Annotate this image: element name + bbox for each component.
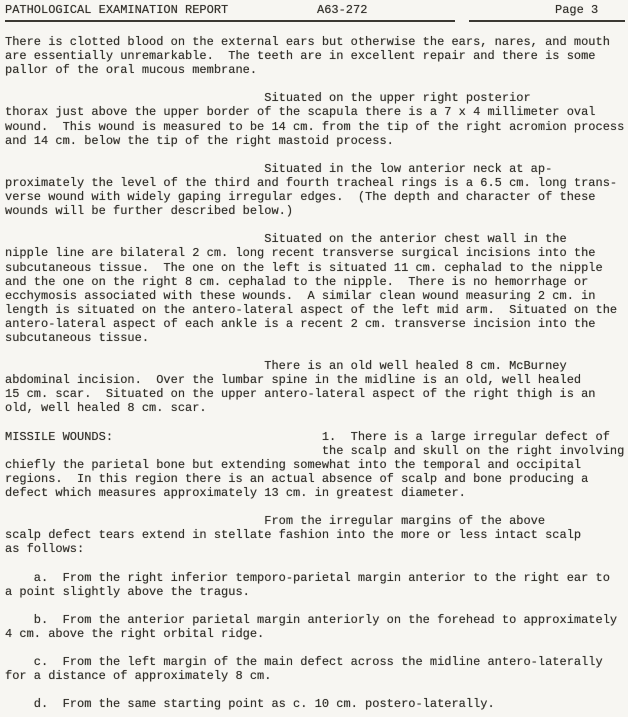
header-underline-right xyxy=(469,3,625,22)
text-line: c. From the left margin of the main defect across the midline antero-laterally xyxy=(5,655,603,670)
text-line: 4 cm. above the right orbital ridge. xyxy=(5,626,265,641)
text-line: scalp defect tears extend in stellate fashion into the more or less intact scalp xyxy=(5,528,582,543)
blank-line xyxy=(5,556,628,570)
text-line: for a distance of approximately 8 cm. xyxy=(5,669,272,684)
text-line: Situated on the upper right posterior xyxy=(5,91,531,106)
header-title: PATHOLOGICAL EXAMINATION REPORT xyxy=(5,3,229,17)
text-line: wound. This wound is measured to be 14 cm. from the tip of the right acromion process xyxy=(5,119,625,134)
text-line: the scalp and skull on the right involving xyxy=(5,443,625,458)
blank-line xyxy=(5,218,628,232)
text-line: pallor of the oral mucous membrane. xyxy=(5,63,258,78)
text-line: verse wound with widely gaping irregular edges. (The depth and character of these xyxy=(5,190,596,205)
text-line: and 14 cm. below the tip of the right mastoid process. xyxy=(5,133,394,148)
text-line: b. From the anterior parietal margin anteriorly on the forehead to approximately xyxy=(5,612,618,627)
text-line: proximately the level of the third and fourth tracheal rings is a 6.5 cm. long trans- xyxy=(5,175,618,190)
text-line: From the irregular margins of the above xyxy=(5,514,546,529)
header-case-number: A63-272 xyxy=(317,3,368,17)
text-line: There is clotted blood on the external ears but otherwise the ears, nares, and mouth xyxy=(5,35,610,49)
text-line: Situated on the anterior chest wall in the xyxy=(5,232,567,247)
text-line: ecchymosis associated with these wounds. A similar clean wound measuring 2 cm. in xyxy=(5,288,596,303)
text-line: and the one on the right 8 cm. cephalad to the nipple. There is no hemorrhage or xyxy=(5,274,589,289)
text-line: regions. In this region there is an actual absence of scalp and bone producing a xyxy=(5,471,589,486)
blank-line xyxy=(5,599,628,613)
blank-line xyxy=(5,641,628,655)
text-line: as follows: xyxy=(5,542,85,557)
text-line: Situated in the low anterior neck at ap- xyxy=(5,161,553,176)
text-line: 15 cm. scar. Situated on the upper antero-lateral aspect of the right thigh is an xyxy=(5,387,596,402)
text-line: subcutaneous tissue. The one on the left is situated 11 cm. cephalad to the nipple xyxy=(5,260,603,275)
text-line: antero-lateral aspect of each ankle is a recent 2 cm. transverse incision into the xyxy=(5,316,596,331)
text-line: length is situated on the antero-lateral aspect of the left mid arm. Situated on the xyxy=(5,302,618,317)
text-line: d. From the same starting point as c. 10 cm. postero-laterally. xyxy=(5,697,495,712)
text-line: defect which measures approximately 13 cm. in greatest diameter. xyxy=(5,486,466,500)
text-line: subcutaneous tissue. xyxy=(5,330,150,345)
text-line: nipple line are bilateral 2 cm. long recent transverse surgical incisions into the xyxy=(5,246,596,261)
text-line: thorax just above the upper border of the scapula there is a 7 x 4 millimeter oval xyxy=(5,105,596,120)
blank-line xyxy=(5,416,628,430)
document-body xyxy=(0,35,628,712)
text-line: are essentially unremarkable. The teeth are in excellent repair and there is some xyxy=(5,49,596,64)
header-underline-left xyxy=(5,3,455,22)
text-line: chiefly the parietal bone but extending somewhat into the temporal and occipital xyxy=(5,457,582,472)
header xyxy=(0,0,628,22)
text-line: There is an old well healed 8 cm. McBurney xyxy=(5,359,567,374)
blank-line xyxy=(5,345,628,359)
blank-line xyxy=(5,77,628,91)
text-line: MISSILE WOUNDS: 1. There is a large irregular defect of xyxy=(5,429,610,444)
blank-line xyxy=(5,148,628,162)
text-line: wounds will be further described below.) xyxy=(5,204,294,219)
text-line: old, well healed 8 cm. scar. xyxy=(5,401,207,416)
blank-line xyxy=(5,683,628,697)
text-line: a point slightly above the tragus. xyxy=(5,584,250,599)
text-line: a. From the right inferior temporo-parietal margin anterior to the right ear to xyxy=(5,570,610,585)
text-line: abdominal incision. Over the lumbar spine in the midline is an old, well healed xyxy=(5,373,582,388)
blank-line xyxy=(5,500,628,514)
header-page-number: Page 3 xyxy=(555,3,599,17)
